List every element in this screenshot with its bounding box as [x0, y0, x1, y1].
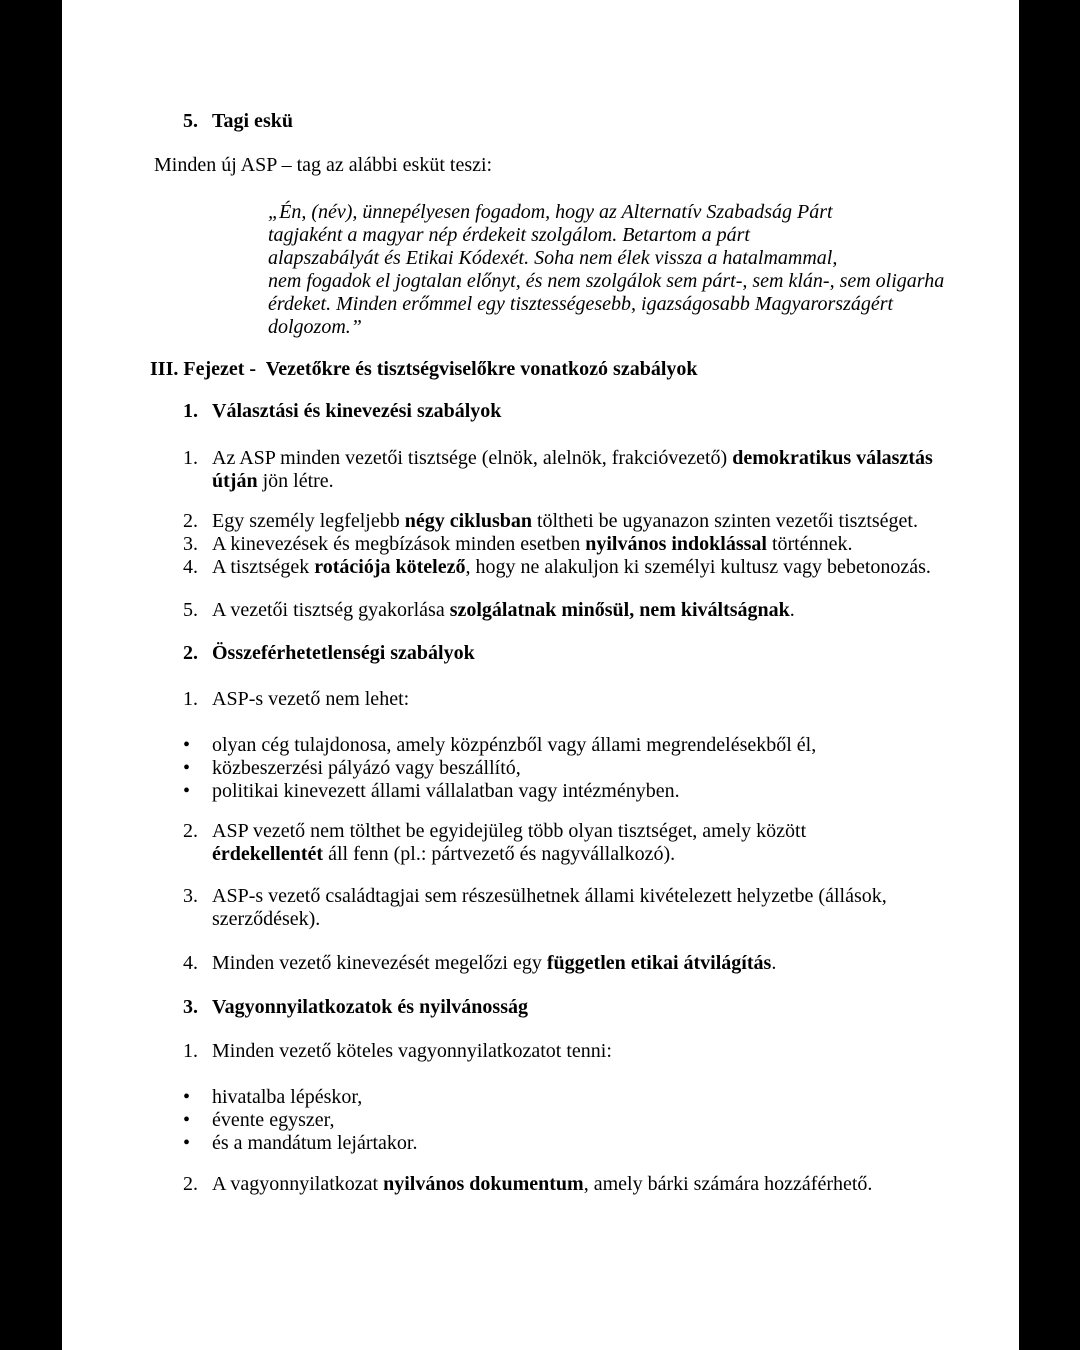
oath-quote-line: dolgozom.”	[268, 316, 362, 338]
heading-number: 2.	[183, 642, 198, 664]
bullet-text: és a mandátum lejártakor.	[212, 1132, 418, 1154]
bullet-text: hivatalba lépéskor,	[212, 1086, 363, 1108]
document-content	[62, 0, 1019, 1196]
heading-text: Vagyonnyilatkozatok és nyilvánosság	[212, 996, 528, 1018]
bullet-icon: •	[183, 1109, 191, 1131]
bullet-text: évente egyszer,	[212, 1109, 335, 1131]
heading-text: Tagi eskü	[212, 110, 293, 132]
list-item-text: A tisztségek rotációja kötelező, hogy ne alakuljon ki személyi kultusz vagy bebetonozás.	[212, 556, 931, 578]
list-item-text: Az ASP minden vezetői tisztsége (elnök, alelnök, frakcióvezető) demokratikus választás útján jön létre.	[212, 447, 933, 492]
list-item-number: 4.	[183, 952, 198, 974]
oath-quote-line: tagjaként a magyar nép érdekeit szolgálom. Betartom a párt	[268, 224, 750, 246]
list-item-number: 1.	[183, 688, 198, 710]
list-item-number: 3.	[183, 885, 198, 907]
list-item	[62, 1040, 1019, 1063]
bullet-text: közbeszerzési pályázó vagy beszállító,	[212, 757, 521, 779]
heading-text: Választási és kinevezési szabályok	[212, 400, 502, 422]
bullet-item	[62, 734, 1019, 757]
section3-heading	[62, 996, 1019, 1019]
list-item-text: A vezetői tisztség gyakorlása szolgálatnak minősül, nem kiváltságnak.	[212, 599, 795, 621]
bullet-icon: •	[183, 780, 191, 802]
bullet-item	[62, 780, 1019, 803]
bullet-icon: •	[183, 1086, 191, 1108]
chapter-heading: III. Fejezet - Vezetőkre és tisztségviselőkre vonatkozó szabályok	[150, 358, 698, 380]
list-item	[62, 533, 1019, 556]
list-item-text: ASP vezető nem tölthet be egyidejüleg több olyan tisztséget, amely között érdekellentét áll fenn (pl.: pártvezető és nagyvállalkozó).	[212, 820, 807, 865]
list-item	[62, 556, 1019, 579]
oath-quote-line: alapszabályát és Etikai Kódexét. Soha nem élek vissza a hatalmammal,	[268, 247, 838, 269]
heading-number: 5.	[183, 110, 198, 132]
list-item-text: A kinevezések és megbízások minden esetben nyilvános indoklással történnek.	[212, 533, 853, 555]
list-item	[62, 1173, 1019, 1196]
list-item-number: 2.	[183, 510, 198, 532]
list-item	[62, 688, 1019, 711]
list-item-number: 1.	[183, 1040, 198, 1062]
list-item	[62, 447, 1019, 493]
list-item	[62, 885, 1019, 931]
list-item-text: A vagyonnyilatkozat nyilvános dokumentum, amely bárki számára hozzáférhető.	[212, 1173, 873, 1195]
list-item-number: 1.	[183, 447, 198, 469]
oath-intro-paragraph: Minden új ASP – tag az alábbi esküt teszi:	[154, 154, 493, 176]
list-item	[62, 820, 1019, 866]
bullet-icon: •	[183, 1132, 191, 1154]
bullet-item	[62, 1132, 1019, 1155]
oath-quote-line: nem fogadok el jogtalan előnyt, és nem szolgálok sem párt-, sem klán-, sem oligarha	[268, 270, 945, 292]
bullet-item	[62, 1109, 1019, 1132]
bullet-item	[62, 757, 1019, 780]
section1-heading	[62, 400, 1019, 423]
list-item-text: Egy személy legfeljebb négy ciklusban töltheti be ugyanazon szinten vezetői tisztséget.	[212, 510, 918, 532]
list-item-text: Minden vezető kinevezését megelőzi egy független etikai átvilágítás.	[212, 952, 777, 974]
section2-heading	[62, 642, 1019, 665]
document-page	[62, 0, 1019, 1350]
heading-text: Összeférhetetlenségi szabályok	[212, 642, 475, 664]
list-item	[62, 599, 1019, 622]
list-item-number: 2.	[183, 820, 198, 842]
heading-number: 1.	[183, 400, 198, 422]
list-item-number: 4.	[183, 556, 198, 578]
bullet-text: olyan cég tulajdonosa, amely közpénzből vagy állami megrendelésekből él,	[212, 734, 817, 756]
bullet-item	[62, 1086, 1019, 1109]
oath-quote-line: érdeket. Minden erőmmel egy tisztességesebb, igazságosabb Magyarországért	[268, 293, 894, 315]
bullet-icon: •	[183, 734, 191, 756]
oath-quote-block	[62, 201, 1019, 339]
member-oath-heading	[62, 110, 1019, 133]
list-item	[62, 510, 1019, 533]
bullet-text: politikai kinevezett állami vállalatban vagy intézményben.	[212, 780, 680, 802]
list-item-number: 2.	[183, 1173, 198, 1195]
bullet-icon: •	[183, 757, 191, 779]
list-item-text: Minden vezető köteles vagyonnyilatkozatot tenni:	[212, 1040, 612, 1062]
list-item	[62, 952, 1019, 975]
list-item-text: ASP-s vezető nem lehet:	[212, 688, 410, 710]
oath-quote-line: „Én, (név), ünnepélyesen fogadom, hogy az Alternatív Szabadság Párt	[268, 201, 833, 223]
list-item-number: 5.	[183, 599, 198, 621]
list-item-number: 3.	[183, 533, 198, 555]
list-item-text: ASP-s vezető családtagjai sem részesülhetnek állami kivételezett helyzetbe (állások, szerződések).	[212, 885, 887, 930]
heading-number: 3.	[183, 996, 198, 1018]
